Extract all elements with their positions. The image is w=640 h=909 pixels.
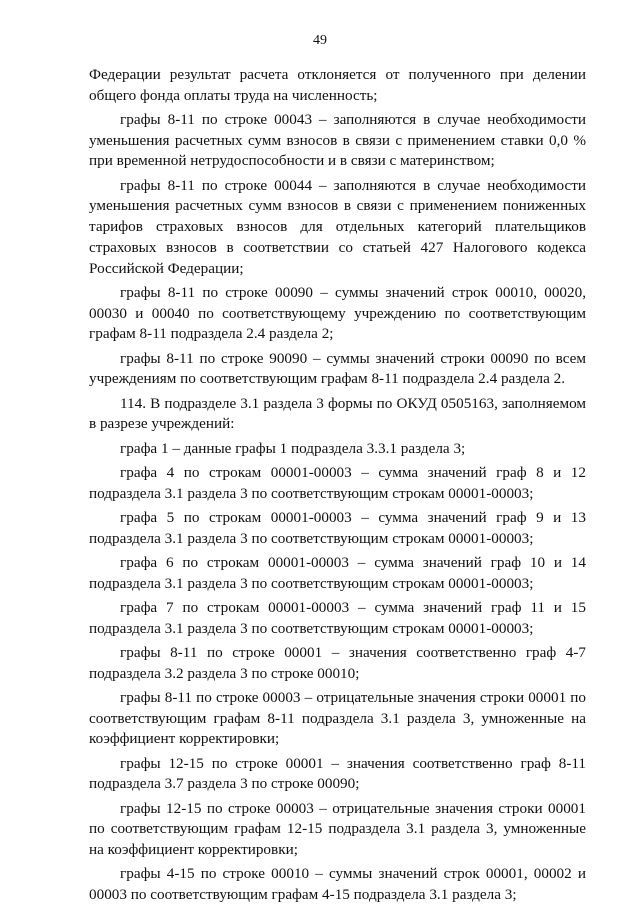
- paragraph: графы 4-15 по строке 00010 – суммы значений строк 00001, 00002 и 00003 по соответствующим графам 4-15 подраздела 3.1 раздела 3;: [89, 865, 586, 903]
- paragraph: графы 8-11 по строке 00043 – заполняются в случае необходимости уменьшения расчетных сумм взносов в связи с применением ставки 0,0 % при временной нетрудоспособности и в связи с материнством;: [89, 111, 586, 170]
- document-body: [89, 65, 586, 909]
- paragraph: графа 6 по строкам 00001-00003 – сумма значений граф 10 и 14 подраздела 3.1 раздела 3 по соответствующим строкам 00001-00003;: [89, 553, 586, 592]
- paragraph: 114. В подразделе 3.1 раздела 3 формы по ОКУД 0505163, заполняемом в разрезе учреждений:: [89, 394, 586, 433]
- paragraph: графы 8-11 по строке 00090 – суммы значений строк 00010, 00020, 00030 и 00040 по соответствующему учреждению по соответствующим графам 8-11 подраздела 2.4 раздела 2;: [89, 283, 586, 343]
- paragraph: графа 7 по строкам 00001-00003 – сумма значений граф 11 и 15 подраздела 3.1 раздела 3 по соответствующим строкам 00001-00003;: [89, 598, 586, 637]
- paragraph: графы 12-15 по строке 00003 – отрицательные значения строки 00001 по соответствующим графам 12-15 подраздела 3.1 раздела 3, умноженные на коэффициент корректировки;: [89, 799, 586, 858]
- paragraph: графы 8-11 по строке 00001 – значения соответственно граф 4-7 подраздела 3.2 раздела 3 по строке 00010;: [89, 643, 586, 682]
- paragraph: графы 8-11 по строке 90090 – суммы значений строки 00090 по всем учреждениям по соответствующим графам 8-11 подраздела 2.4 раздела 2.: [89, 349, 586, 388]
- paragraph: Федерации результат расчета отклоняется от полученного при делении общего фонда оплаты труда на численность;: [89, 66, 586, 104]
- paragraph: графы 8-11 по строке 00003 – отрицательные значения строки 00001 по соответствующим графам 8-11 подраздела 3.1 раздела 3, умноженные на коэффициент корректировки;: [89, 688, 586, 748]
- paragraph: графа 4 по строкам 00001-00003 – сумма значений граф 8 и 12 подраздела 3.1 раздела 3 по соответствующим строкам 00001-00003;: [89, 463, 586, 502]
- paragraph: графы 8-11 по строке 00044 – заполняются в случае необходимости уменьшения расчетных сумм взносов в связи с применением пониженных тарифов страховых взносов для отдельных категорий плательщиков страховых взносов в соответствии со статьей 427 Налогового кодекса Российской Федерации;: [89, 176, 586, 277]
- page-number: 49: [313, 33, 327, 48]
- paragraph: графа 5 по строкам 00001-00003 – сумма значений граф 9 и 13 подраздела 3.1 раздела 3 по соответствующим строкам 00001-00003;: [89, 508, 586, 547]
- paragraph: графы 12-15 по строке 00001 – значения соответственно граф 8-11 подраздела 3.7 раздела 3 по строке 00090;: [89, 754, 586, 793]
- paragraph: графа 1 – данные графы 1 подраздела 3.3.1 раздела 3;: [120, 439, 466, 457]
